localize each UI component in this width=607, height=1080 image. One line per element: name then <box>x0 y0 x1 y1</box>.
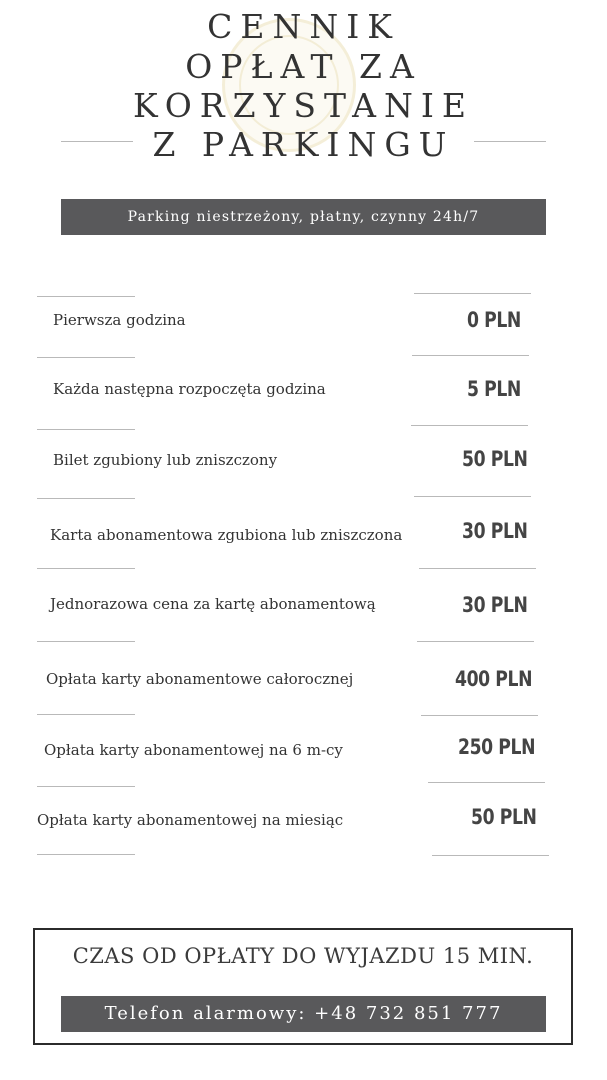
price-row-label: Opłata karty abonamentowej na miesiąc <box>37 811 344 829</box>
row-rule-right <box>414 293 531 294</box>
row-rule-right <box>417 641 534 642</box>
price-row-value: 30 PLN <box>462 519 528 543</box>
price-row-value: 250 PLN <box>458 735 536 759</box>
row-rule-right <box>419 568 536 569</box>
price-row-label: Każda następna rozpoczęta godzina <box>53 380 326 398</box>
price-row-value: 0 PLN <box>467 308 521 332</box>
row-rule-left <box>37 786 135 787</box>
price-row-label: Karta abonamentowa zgubiona lub zniszczona <box>50 526 403 544</box>
price-row-label: Bilet zgubiony lub zniszczony <box>53 451 278 469</box>
row-rule-left <box>37 641 135 642</box>
row-rule-left <box>37 854 135 855</box>
row-rule-right <box>428 782 545 783</box>
price-row-label: Opłata karty abonamentowe całorocznej <box>46 670 354 688</box>
row-rule-left <box>37 714 135 715</box>
price-row-label: Pierwsza godzina <box>53 311 186 329</box>
row-rule-right <box>414 496 531 497</box>
emergency-phone-band: Telefon alarmowy: +48 732 851 777 <box>61 996 546 1032</box>
row-rule-right <box>421 715 538 716</box>
title-rule-right <box>474 141 546 142</box>
row-rule-left <box>37 568 135 569</box>
title-line-4: Z PARKINGU <box>152 125 455 164</box>
price-row-value: 5 PLN <box>467 377 521 401</box>
price-row-value: 30 PLN <box>462 593 528 617</box>
subtitle-band: Parking niestrzeżony, płatny, czynny 24h/7 <box>61 199 546 235</box>
price-row-label: Jednorazowa cena za kartę abonamentową <box>50 595 376 613</box>
row-rule-right <box>411 425 528 426</box>
title-rule-left <box>61 141 133 142</box>
row-rule-left <box>37 357 135 358</box>
row-rule-right <box>412 355 529 356</box>
price-row-label: Opłata karty abonamentowej na 6 m-cy <box>44 741 343 759</box>
price-row-value: 50 PLN <box>471 805 537 829</box>
title-line-3: KORZYSTANIE <box>132 86 475 125</box>
title-line-1: CENNIK <box>207 7 400 46</box>
row-rule-left <box>37 429 135 430</box>
price-row-value: 50 PLN <box>462 447 528 471</box>
row-rule-right <box>432 855 549 856</box>
price-row-value: 400 PLN <box>455 667 533 691</box>
row-rule-left <box>37 498 135 499</box>
exit-time-notice: CZAS OD OPŁATY DO WYJAZDU 15 MIN. <box>72 944 534 968</box>
row-rule-left <box>37 296 135 297</box>
title-line-2: OPŁAT ZA <box>185 47 422 86</box>
